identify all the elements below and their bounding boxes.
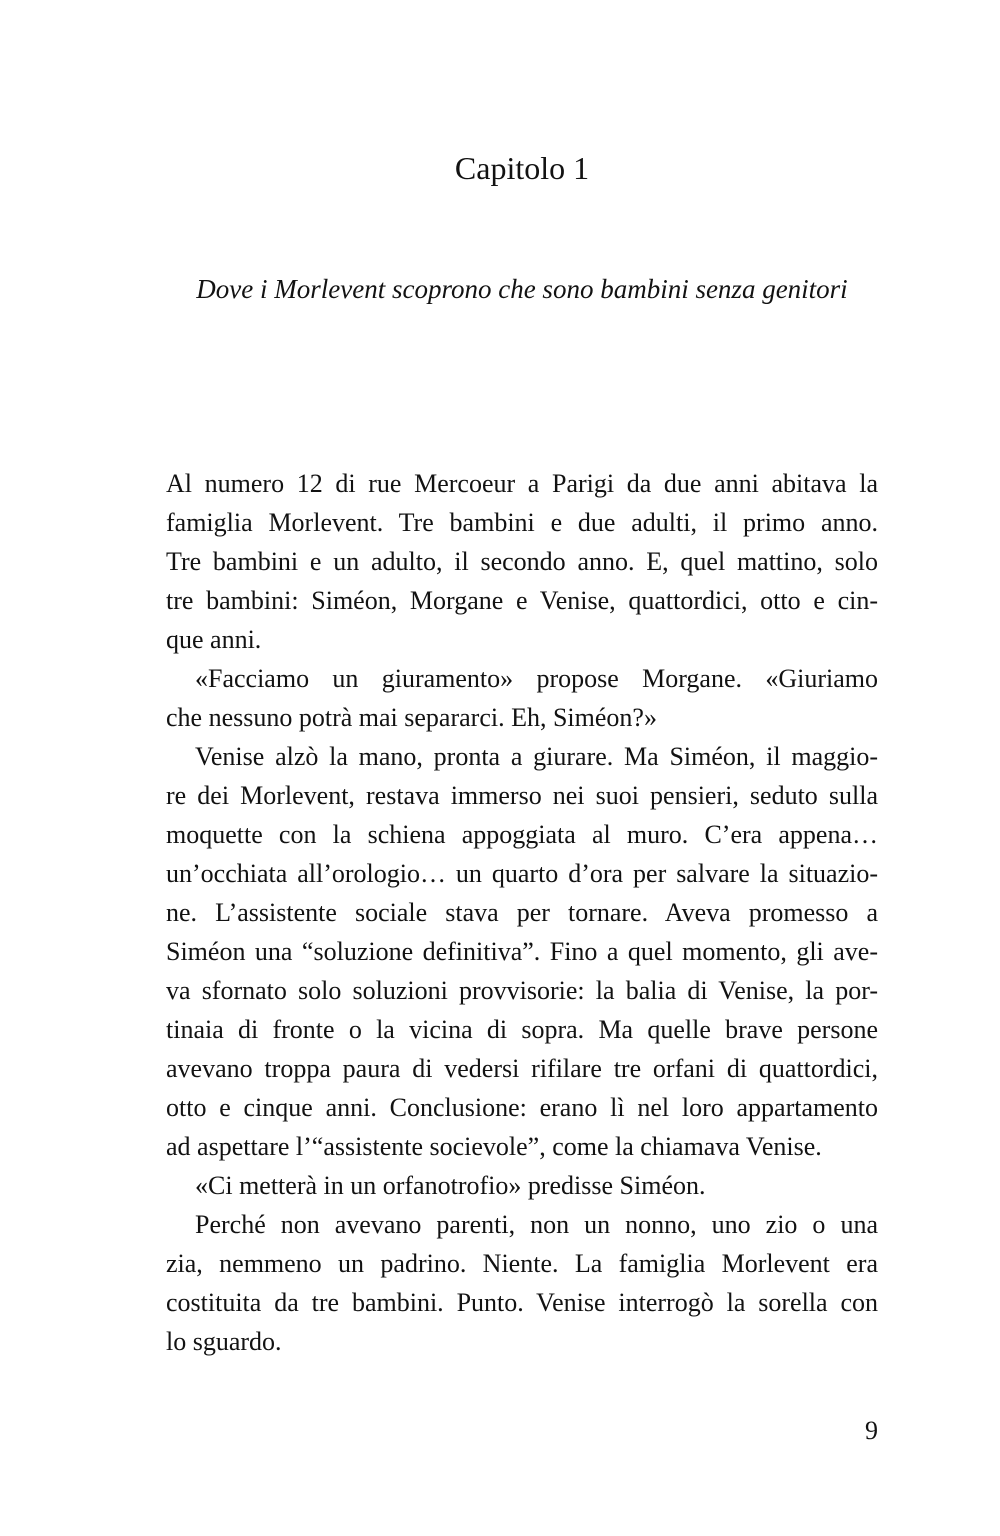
page-number: 9 xyxy=(865,1416,878,1445)
body-line: Venise alzò la mano, pronta a giurare. Ma Siméon, il maggio- xyxy=(195,742,878,771)
body-line: que anni. xyxy=(166,625,262,654)
body-line: re dei Morlevent, restava immerso nei suoi pensieri, seduto sulla xyxy=(166,781,878,810)
body-text xyxy=(166,464,878,1361)
body-line: va sfornato solo soluzioni provvisorie: la balia di Venise, la por- xyxy=(166,976,878,1005)
body-line: un’occhiata all’orologio… un quarto d’ora per salvare la situazio- xyxy=(166,859,878,888)
chapter-title: Capitolo 1 xyxy=(454,150,590,186)
chapter-subtitle: Dove i Morlevent scoprono che sono bambini senza genitori xyxy=(196,274,848,304)
body-line: «Ci metterà in un orfanotrofio» predisse Siméon. xyxy=(195,1171,706,1200)
body-line: moquette con la schiena appoggiata al muro. C’era appena… xyxy=(166,820,878,849)
body-line: «Facciamo un giuramento» propose Morgane. «Giuriamo xyxy=(195,664,878,693)
body-line: Tre bambini e un adulto, il secondo anno. E, quel mattino, solo xyxy=(166,547,878,576)
body-line: Siméon una “soluzione definitiva”. Fino a quel momento, gli ave- xyxy=(166,937,878,966)
body-line: avevano troppa paura di vedersi rifilare tre orfani di quattordici, xyxy=(166,1054,878,1083)
body-line: zia, nemmeno un padrino. Niente. La famiglia Morlevent era xyxy=(166,1249,878,1278)
body-line: famiglia Morlevent. Tre bambini e due adulti, il primo anno. xyxy=(166,508,878,537)
body-line: Perché non avevano parenti, non un nonno, uno zio o una xyxy=(195,1210,878,1239)
body-line: tinaia di fronte o la vicina di sopra. Ma quelle brave persone xyxy=(166,1015,878,1044)
body-line: tre bambini: Siméon, Morgane e Venise, quattordici, otto e cin- xyxy=(166,586,878,615)
body-line: otto e cinque anni. Conclusione: erano lì nel loro appartamento xyxy=(166,1093,878,1122)
body-line: ad aspettare l’“assistente socievole”, come la chiamava Venise. xyxy=(166,1132,822,1161)
body-line: costituita da tre bambini. Punto. Venise interrogò la sorella con xyxy=(166,1288,878,1317)
body-line: lo sguardo. xyxy=(166,1327,282,1356)
body-line: che nessuno potrà mai separarci. Eh, Siméon?» xyxy=(166,703,657,732)
body-line: Al numero 12 di rue Mercoeur a Parigi da due anni abitava la xyxy=(166,469,878,498)
body-line: ne. L’assistente sociale stava per tornare. Aveva promesso a xyxy=(166,898,878,927)
